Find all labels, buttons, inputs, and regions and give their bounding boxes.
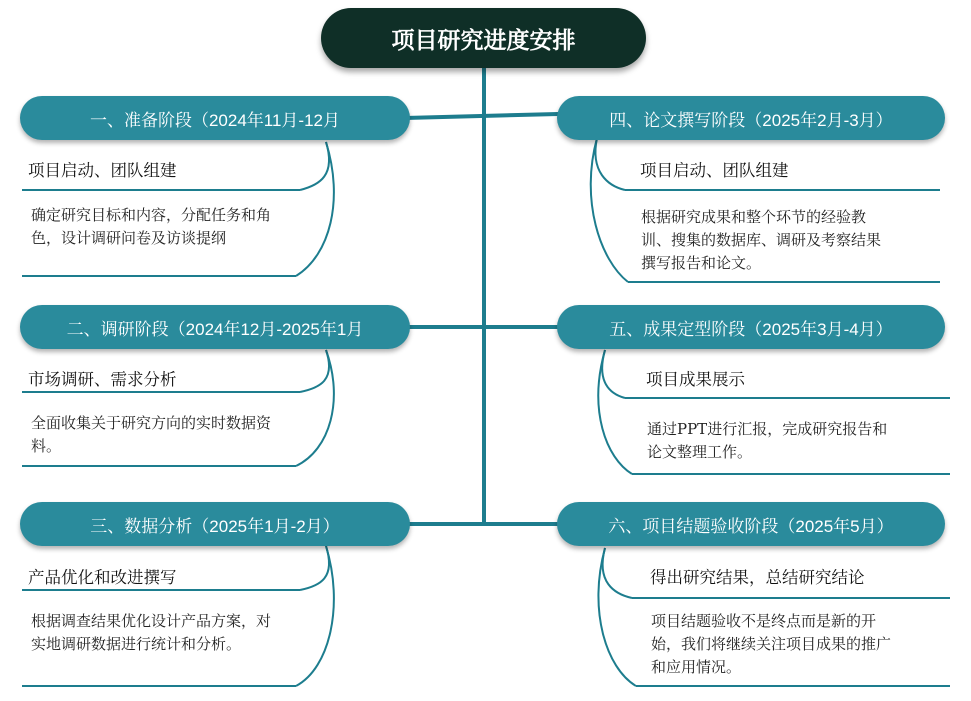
stage-task: 产品优化和改进撰写: [28, 569, 177, 587]
stage-detail: 项目结题验收不是终点而是新的开始，我们将继续关注项目成果的推广和应用情况。: [651, 612, 892, 676]
bracket-curve: [595, 138, 625, 190]
stage-task: 得出研究结果，总结研究结论: [650, 569, 865, 587]
stage-heading: 一、准备阶段（2024年11月-12月: [20, 96, 410, 140]
bracket-curve: [300, 546, 329, 590]
stage-task: 项目启动、团队组建: [640, 162, 789, 180]
stage-task: 项目启动、团队组建: [28, 162, 177, 180]
branch-line: [405, 114, 558, 118]
bracket-curve: [603, 548, 632, 598]
stage-heading: 二、调研阶段（2024年12月-2025年1月: [20, 305, 410, 349]
stage-detail: 根据研究成果和整个环节的经验教训、搜集的数据库、调研及考察结果撰写报告和论文。: [641, 208, 882, 272]
bracket-curve: [300, 142, 329, 190]
stage-detail: 根据调查结果优化设计产品方案，对实地调研数据进行统计和分析。: [31, 612, 272, 653]
stage-heading: 三、数据分析（2025年1月-2月）: [20, 502, 410, 546]
bracket-curve: [598, 350, 632, 474]
stage-task: 项目成果展示: [646, 371, 745, 389]
stage-detail: 确定研究目标和内容，分配任务和角色，设计调研问卷及访谈提纲: [31, 206, 272, 247]
bracket-curve: [602, 350, 625, 398]
stage-detail: 通过PPT进行汇报，完成研究报告和论文整理工作。: [647, 420, 888, 461]
stage-heading: 六、项目结题验收阶段（2025年5月）: [557, 502, 945, 546]
diagram-title: 项目研究进度安排: [321, 8, 646, 68]
bracket-curve: [598, 548, 636, 686]
stage-detail: 全面收集关于研究方向的实时数据资料。: [31, 414, 272, 455]
stage-heading: 五、成果定型阶段（2025年3月-4月）: [557, 305, 945, 349]
stage-heading: 四、论文撰写阶段（2025年2月-3月）: [557, 96, 945, 140]
bracket-curve: [300, 350, 329, 392]
stage-task: 市场调研、需求分析: [28, 371, 177, 389]
